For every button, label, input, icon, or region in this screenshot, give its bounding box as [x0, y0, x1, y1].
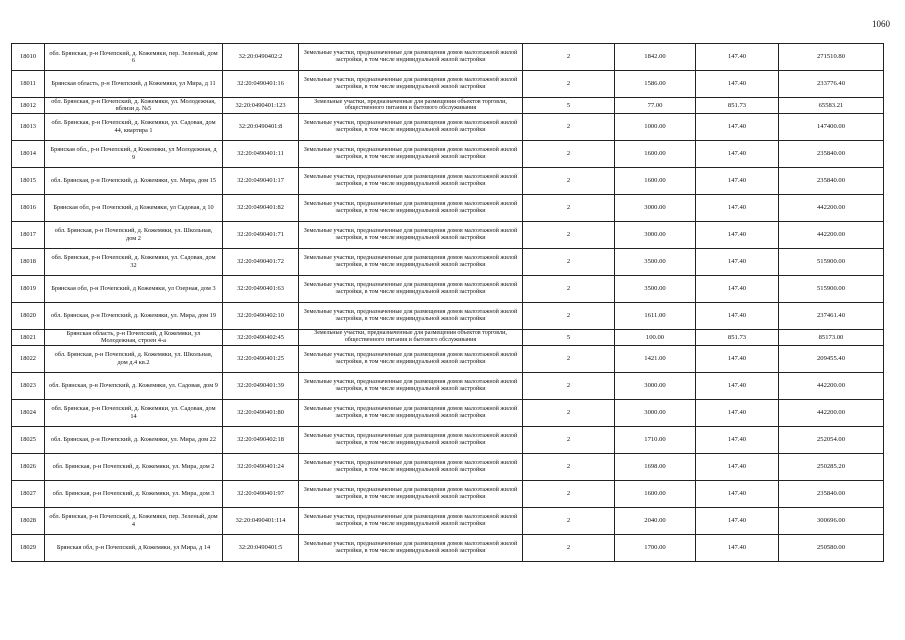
address-cell: обл. Брянская, р-н Почепский, д. Кожемяки, ул. Мира, дом 3	[45, 480, 223, 507]
cadastral-value-cell: 85173.00	[779, 329, 884, 345]
group-cell: 2	[523, 194, 615, 221]
specific-value-cell: 147.40	[696, 534, 779, 561]
address-cell: Брянская обл, р-н Почепский, д Кожемяки, ул Мира, д 14	[45, 534, 223, 561]
specific-value-cell: 147.40	[696, 345, 779, 372]
address-cell: Брянская обл., р-н Почепский, д Кожемяки, ул Молодежная, д 9	[45, 140, 223, 167]
table-row	[12, 221, 884, 248]
table-row	[12, 345, 884, 372]
row-number: 18017	[12, 221, 45, 248]
specific-value-cell: 147.40	[696, 113, 779, 140]
area-cell: 1698.00	[615, 453, 696, 480]
group-cell: 2	[523, 248, 615, 275]
cadastral-number-cell: 32:20:0490401:25	[223, 345, 299, 372]
row-number: 18029	[12, 534, 45, 561]
table-row	[12, 44, 884, 71]
group-cell: 2	[523, 221, 615, 248]
address-cell: обл. Брянская, р-н Почепский, д. Кожемяки, пер. Зеленый, дом 4	[45, 507, 223, 534]
cadastral-number-cell: 32:20:0490401:11	[223, 140, 299, 167]
cadastral-value-cell: 442200.00	[779, 194, 884, 221]
group-cell: 2	[523, 426, 615, 453]
row-number: 18027	[12, 480, 45, 507]
land-use-cell: Земельные участки, предназначенные для размещения домов малоэтажной жилой застройки, в том числе индивидуальной жилой застройки	[299, 480, 523, 507]
cadastral-number-cell: 32:20:0490401:17	[223, 167, 299, 194]
land-use-cell: Земельные участки, предназначенные для размещения домов малоэтажной жилой застройки, в том числе индивидуальной жилой застройки	[299, 302, 523, 329]
cadastral-value-cell: 300696.00	[779, 507, 884, 534]
area-cell: 3500.00	[615, 275, 696, 302]
cadastral-value-cell: 271510.80	[779, 44, 884, 71]
land-use-cell: Земельные участки, предназначенные для размещения домов малоэтажной жилой застройки, в том числе индивидуальной жилой застройки	[299, 71, 523, 98]
land-use-cell: Земельные участки, предназначенные для размещения домов малоэтажной жилой застройки, в том числе индивидуальной жилой застройки	[299, 507, 523, 534]
area-cell: 1586.00	[615, 71, 696, 98]
specific-value-cell: 147.40	[696, 372, 779, 399]
land-use-cell: Земельные участки, предназначенные для размещения домов малоэтажной жилой застройки, в том числе индивидуальной жилой застройки	[299, 534, 523, 561]
land-use-cell: Земельные участки, предназначенные для размещения домов малоэтажной жилой застройки, в том числе индивидуальной жилой застройки	[299, 453, 523, 480]
address-cell: Брянская обл, р-н Почепский, д Кожемяки, ул Садовая, д 10	[45, 194, 223, 221]
area-cell: 2040.00	[615, 507, 696, 534]
row-number: 18021	[12, 329, 45, 345]
land-use-cell: Земельные участки, предназначенные для размещения домов малоэтажной жилой застройки, в том числе индивидуальной жилой застройки	[299, 113, 523, 140]
group-cell: 2	[523, 453, 615, 480]
area-cell: 3000.00	[615, 399, 696, 426]
specific-value-cell: 147.40	[696, 248, 779, 275]
row-number: 18024	[12, 399, 45, 426]
cadastral-number-cell: 32:20:0490401:39	[223, 372, 299, 399]
specific-value-cell: 851.73	[696, 329, 779, 345]
cadastral-number-cell: 32:20:0490401:72	[223, 248, 299, 275]
row-number: 18028	[12, 507, 45, 534]
specific-value-cell: 147.40	[696, 302, 779, 329]
group-cell: 2	[523, 113, 615, 140]
area-cell: 100.00	[615, 329, 696, 345]
group-cell: 2	[523, 480, 615, 507]
address-cell: обл. Брянская, р-н Почепский, д. Кожемяки, ул. Садовая, дом 14	[45, 399, 223, 426]
row-number: 18011	[12, 71, 45, 98]
area-cell: 1842.00	[615, 44, 696, 71]
land-use-cell: Земельные участки, предназначенные для размещения домов малоэтажной жилой застройки, в том числе индивидуальной жилой застройки	[299, 275, 523, 302]
cadastral-number-cell: 32:20:0490401:71	[223, 221, 299, 248]
specific-value-cell: 147.40	[696, 453, 779, 480]
table-row	[12, 329, 884, 345]
group-cell: 2	[523, 44, 615, 71]
row-number: 18013	[12, 113, 45, 140]
address-cell: обл. Брянская, р-н Почепский, д. Кожемяки, ул. Садовая, дом 32	[45, 248, 223, 275]
group-cell: 2	[523, 302, 615, 329]
land-use-cell: Земельные участки, предназначенные для размещения домов малоэтажной жилой застройки, в том числе индивидуальной жилой застройки	[299, 194, 523, 221]
address-cell: Брянская область, р-н Почепский, д Кожемяки, ул Мира, д 11	[45, 71, 223, 98]
cadastral-value-cell: 250285.20	[779, 453, 884, 480]
address-cell: обл. Брянская, р-н Почепский, д. Кожемяки, ул. Молодежная, вблизи д. №5	[45, 98, 223, 114]
cadastral-number-cell: 32:20:0490401:8	[223, 113, 299, 140]
cadastral-number-cell: 32:20:0490401:24	[223, 453, 299, 480]
group-cell: 2	[523, 507, 615, 534]
cadastral-number-cell: 32:20:0490402:45	[223, 329, 299, 345]
cadastral-number-cell: 32:20:0490402:10	[223, 302, 299, 329]
address-cell: обл. Брянская, р-н Почепский, д. Кожемяки, пер. Зеленый, дом 6	[45, 44, 223, 71]
specific-value-cell: 147.40	[696, 480, 779, 507]
page-number: 1060	[872, 19, 890, 29]
specific-value-cell: 851.73	[696, 98, 779, 114]
table-row	[12, 194, 884, 221]
group-cell: 2	[523, 345, 615, 372]
row-number: 18010	[12, 44, 45, 71]
cadastral-value-cell: 237461.40	[779, 302, 884, 329]
address-cell: Брянская обл, р-н Почепский, д Кожемяки, ул Озерная, дом 3	[45, 275, 223, 302]
land-use-cell: Земельные участки, предназначенные для размещения домов малоэтажной жилой застройки, в том числе индивидуальной жилой застройки	[299, 426, 523, 453]
address-cell: обл. Брянская, р-н Почепский, д. Кожемяки, ул. Школьная, дом д.4 кв.2	[45, 345, 223, 372]
cadastral-value-cell: 252054.00	[779, 426, 884, 453]
cadastral-value-cell: 233776.40	[779, 71, 884, 98]
table-row	[12, 113, 884, 140]
table-row	[12, 453, 884, 480]
group-cell: 2	[523, 167, 615, 194]
row-number: 18022	[12, 345, 45, 372]
land-use-cell: Земельные участки, предназначенные для размещения домов малоэтажной жилой застройки, в том числе индивидуальной жилой застройки	[299, 140, 523, 167]
cadastral-number-cell: 32:20:0490401:97	[223, 480, 299, 507]
land-use-cell: Земельные участки, предназначенные для размещения домов малоэтажной жилой застройки, в том числе индивидуальной жилой застройки	[299, 345, 523, 372]
row-number: 18025	[12, 426, 45, 453]
cadastral-number-cell: 32:20:0490401:5	[223, 534, 299, 561]
area-cell: 3500.00	[615, 248, 696, 275]
table-row	[12, 372, 884, 399]
group-cell: 2	[523, 140, 615, 167]
area-cell: 3000.00	[615, 221, 696, 248]
land-use-cell: Земельные участки, предназначенные для размещения домов малоэтажной жилой застройки, в том числе индивидуальной жилой застройки	[299, 221, 523, 248]
area-cell: 1600.00	[615, 140, 696, 167]
row-number: 18016	[12, 194, 45, 221]
area-cell: 1600.00	[615, 167, 696, 194]
land-use-cell: Земельные участки, предназначенные для размещения домов малоэтажной жилой застройки, в том числе индивидуальной жилой застройки	[299, 44, 523, 71]
cadastral-value-cell: 515900.00	[779, 248, 884, 275]
area-cell: 1421.00	[615, 345, 696, 372]
specific-value-cell: 147.40	[696, 167, 779, 194]
area-cell: 77.00	[615, 98, 696, 114]
group-cell: 5	[523, 329, 615, 345]
address-cell: обл. Брянская, р-н Почепский, д. Кожемяки, ул. Садовая, дом 44, квартира 1	[45, 113, 223, 140]
cadastral-number-cell: 32:20:0490401:63	[223, 275, 299, 302]
group-cell: 5	[523, 98, 615, 114]
cadastral-value-cell: 209455.40	[779, 345, 884, 372]
table-row	[12, 140, 884, 167]
cadastral-value-cell: 250580.00	[779, 534, 884, 561]
table-row	[12, 275, 884, 302]
specific-value-cell: 147.40	[696, 507, 779, 534]
specific-value-cell: 147.40	[696, 426, 779, 453]
area-cell: 1000.00	[615, 113, 696, 140]
registry-body	[12, 44, 884, 562]
address-cell: Брянская область, р-н Почепский, д Кожемяки, ул Молодежная, строен 4-а	[45, 329, 223, 345]
table-row	[12, 426, 884, 453]
address-cell: обл. Брянская, р-н Почепский, д. Кожемяки, ул. Мира, дом 22	[45, 426, 223, 453]
row-number: 18015	[12, 167, 45, 194]
cadastral-value-cell: 515900.00	[779, 275, 884, 302]
table-row	[12, 167, 884, 194]
specific-value-cell: 147.40	[696, 44, 779, 71]
table-row	[12, 507, 884, 534]
row-number: 18026	[12, 453, 45, 480]
cadastral-number-cell: 32:20:0490401:114	[223, 507, 299, 534]
cadastral-number-cell: 32:20:0490401:16	[223, 71, 299, 98]
area-cell: 3000.00	[615, 194, 696, 221]
table-row	[12, 480, 884, 507]
row-number: 18019	[12, 275, 45, 302]
table-row	[12, 248, 884, 275]
cadastral-number-cell: 32:20:0490402:18	[223, 426, 299, 453]
row-number: 18018	[12, 248, 45, 275]
row-number: 18014	[12, 140, 45, 167]
specific-value-cell: 147.40	[696, 399, 779, 426]
group-cell: 2	[523, 275, 615, 302]
address-cell: обл. Брянская, р-н Почепский, д. Кожемяки, ул. Садовая, дом 9	[45, 372, 223, 399]
group-cell: 2	[523, 372, 615, 399]
table-row	[12, 71, 884, 98]
table-row	[12, 399, 884, 426]
specific-value-cell: 147.40	[696, 275, 779, 302]
cadastral-value-cell: 65583.21	[779, 98, 884, 114]
specific-value-cell: 147.40	[696, 71, 779, 98]
cadastral-number-cell: 32:20:0490402:2	[223, 44, 299, 71]
row-number: 18020	[12, 302, 45, 329]
cadastral-value-cell: 442200.00	[779, 399, 884, 426]
registry-table	[11, 43, 884, 562]
land-use-cell: Земельные участки, предназначенные для размещения домов малоэтажной жилой застройки, в том числе индивидуальной жилой застройки	[299, 399, 523, 426]
row-number: 18023	[12, 372, 45, 399]
area-cell: 1600.00	[615, 480, 696, 507]
address-cell: обл. Брянская, р-н Почепский, д. Кожемяки, ул. Школьная, дом 2	[45, 221, 223, 248]
table-row	[12, 534, 884, 561]
group-cell: 2	[523, 534, 615, 561]
address-cell: обл. Брянская, р-н Почепский, д. Кожемяки, ул. Мира, дом 19	[45, 302, 223, 329]
address-cell: обл. Брянская, р-н Почепский, д. Кожемяки, ул. Мира, дом 15	[45, 167, 223, 194]
area-cell: 3000.00	[615, 372, 696, 399]
group-cell: 2	[523, 399, 615, 426]
cadastral-value-cell: 235840.00	[779, 167, 884, 194]
cadastral-value-cell: 235840.00	[779, 140, 884, 167]
area-cell: 1710.00	[615, 426, 696, 453]
area-cell: 1611.00	[615, 302, 696, 329]
cadastral-value-cell: 235840.00	[779, 480, 884, 507]
land-use-cell: Земельные участки, предназначенные для размещения домов малоэтажной жилой застройки, в том числе индивидуальной жилой застройки	[299, 167, 523, 194]
cadastral-number-cell: 32:20:0490401:82	[223, 194, 299, 221]
land-use-cell: Земельные участки, предназначенные для размещения домов малоэтажной жилой застройки, в том числе индивидуальной жилой застройки	[299, 248, 523, 275]
cadastral-value-cell: 442200.00	[779, 221, 884, 248]
cadastral-value-cell: 442200.00	[779, 372, 884, 399]
row-number: 18012	[12, 98, 45, 114]
specific-value-cell: 147.40	[696, 221, 779, 248]
cadastral-number-cell: 32:20:0490401:123	[223, 98, 299, 114]
specific-value-cell: 147.40	[696, 140, 779, 167]
specific-value-cell: 147.40	[696, 194, 779, 221]
table-row	[12, 98, 884, 114]
address-cell: обл. Брянская, р-н Почепский, д. Кожемяки, ул. Мира, дом 2	[45, 453, 223, 480]
cadastral-value-cell: 147400.00	[779, 113, 884, 140]
table-row	[12, 302, 884, 329]
group-cell: 2	[523, 71, 615, 98]
land-use-cell: Земельные участки, предназначенные для размещения объектов торговли, общественного питания и бытового обслуживания	[299, 98, 523, 114]
land-use-cell: Земельные участки, предназначенные для размещения домов малоэтажной жилой застройки, в том числе индивидуальной жилой застройки	[299, 372, 523, 399]
land-use-cell: Земельные участки, предназначенные для размещения объектов торговли, общественного питания и бытового обслуживания	[299, 329, 523, 345]
cadastral-number-cell: 32:20:0490401:80	[223, 399, 299, 426]
area-cell: 1700.00	[615, 534, 696, 561]
